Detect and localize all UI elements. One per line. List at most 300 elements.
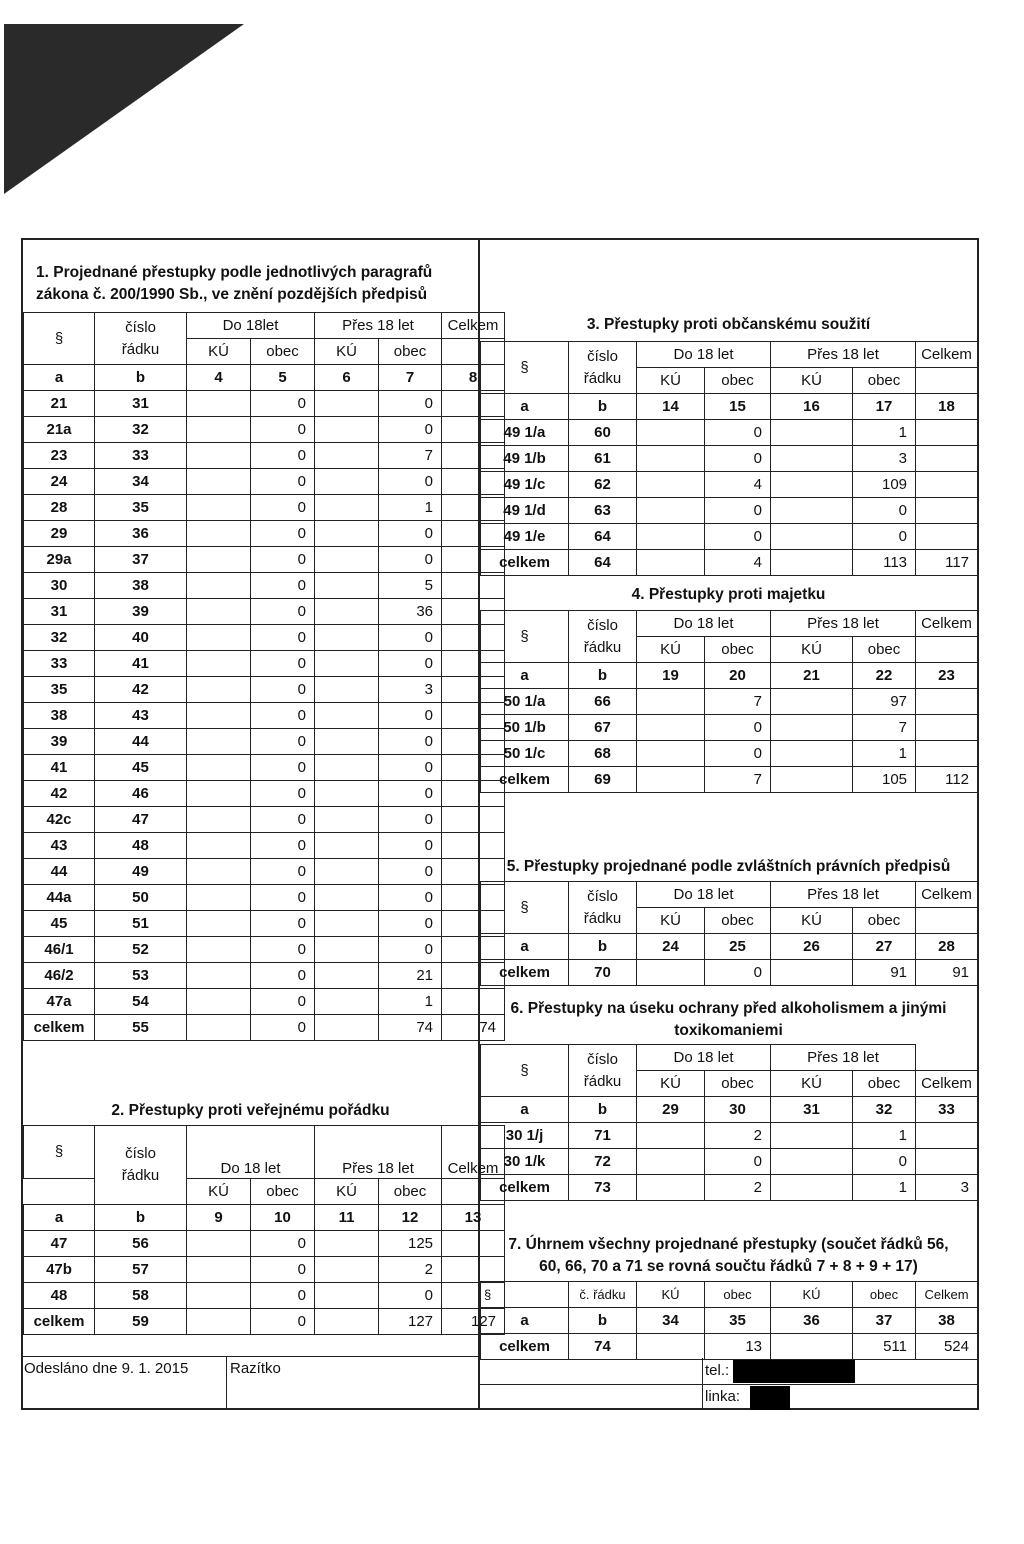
paragraph-cell: 50 1/b xyxy=(481,715,569,741)
paragraph-cell: 49 1/b xyxy=(481,446,569,472)
row-number-cell: 55 xyxy=(95,1015,187,1041)
header-empty xyxy=(24,1179,95,1205)
column-letter: 38 xyxy=(916,1308,978,1334)
ku-over18-cell xyxy=(315,573,379,599)
column-letter: b xyxy=(569,394,637,420)
total-cell xyxy=(916,498,978,524)
scan-corner-shadow xyxy=(4,24,244,194)
ku-under18-cell xyxy=(187,807,251,833)
obec-under18-cell: 0 xyxy=(251,391,315,417)
header-empty xyxy=(916,1045,978,1071)
obec-under18-cell: 0 xyxy=(251,859,315,885)
obec-over18-cell: 0 xyxy=(379,391,442,417)
table-row xyxy=(24,521,505,547)
obec-under18-cell: 0 xyxy=(251,1231,315,1257)
ku-under18-cell xyxy=(187,989,251,1015)
obec-over18-cell: 0 xyxy=(379,807,442,833)
ku-under18-cell xyxy=(637,498,705,524)
obec-under18-cell: 0 xyxy=(251,443,315,469)
table-row xyxy=(481,741,978,767)
column-letter: 27 xyxy=(853,934,916,960)
table-row xyxy=(481,420,978,446)
column-letter: 31 xyxy=(771,1097,853,1123)
obec-under18-cell: 0 xyxy=(251,417,315,443)
column-letters-row xyxy=(24,365,505,391)
paragraph-cell: 47 xyxy=(24,1231,95,1257)
table-row xyxy=(24,755,505,781)
ku-under18-cell xyxy=(637,1334,705,1360)
obec-under18-cell: 0 xyxy=(251,521,315,547)
row-number-cell: 48 xyxy=(95,833,187,859)
table-row xyxy=(24,1231,505,1257)
row-number-cell: 42 xyxy=(95,677,187,703)
obec-over18-cell: 0 xyxy=(379,729,442,755)
header-ku: KÚ xyxy=(771,1071,853,1097)
header-under-18: Do 18 let xyxy=(637,882,771,908)
obec-under18-cell: 0 xyxy=(251,729,315,755)
ku-over18-cell xyxy=(315,651,379,677)
column-letter: 26 xyxy=(771,934,853,960)
ku-under18-cell xyxy=(187,755,251,781)
total-cell xyxy=(442,833,505,859)
paragraph-cell: 42 xyxy=(24,781,95,807)
header-total: Celkem xyxy=(916,1282,978,1308)
row-number-cell: 37 xyxy=(95,547,187,573)
paragraph-cell: 23 xyxy=(24,443,95,469)
paragraph-cell: 48 xyxy=(24,1283,95,1309)
column-letter: 36 xyxy=(771,1308,853,1334)
ku-over18-cell xyxy=(315,1283,379,1309)
ku-over18-cell xyxy=(315,1231,379,1257)
paragraph-cell: 29 xyxy=(24,521,95,547)
ku-under18-cell xyxy=(187,1309,251,1335)
phone-label: tel.: xyxy=(705,1362,730,1379)
column-letter: 5 xyxy=(251,365,315,391)
column-letter: 20 xyxy=(705,663,771,689)
row-number-cell: 56 xyxy=(95,1231,187,1257)
ku-under18-cell xyxy=(187,911,251,937)
ku-under18-cell xyxy=(187,1015,251,1041)
ku-under18-cell xyxy=(187,781,251,807)
obec-over18-cell: 0 xyxy=(379,885,442,911)
paragraph-cell: 44 xyxy=(24,859,95,885)
table-row xyxy=(24,625,505,651)
ku-under18-cell xyxy=(187,651,251,677)
row-number-cell: 36 xyxy=(95,521,187,547)
table-row xyxy=(24,677,505,703)
header-obec: obec xyxy=(705,637,771,663)
header-paragraph: § xyxy=(24,313,95,365)
ku-under18-cell xyxy=(187,417,251,443)
paragraph-cell: 43 xyxy=(24,833,95,859)
obec-over18-cell: 7 xyxy=(379,443,442,469)
ku-over18-cell xyxy=(315,859,379,885)
obec-over18-cell: 0 xyxy=(379,911,442,937)
header-paragraph: § xyxy=(481,611,569,663)
header-under-18: Do 18 let xyxy=(637,1045,771,1071)
obec-over18-cell: 1 xyxy=(853,1123,916,1149)
table-row xyxy=(24,1283,505,1309)
table-row xyxy=(481,960,978,986)
ku-over18-cell xyxy=(315,599,379,625)
column-letters-row xyxy=(481,394,978,420)
ku-under18-cell xyxy=(637,472,705,498)
table-row xyxy=(24,729,505,755)
ku-under18-cell xyxy=(637,689,705,715)
column-letter: b xyxy=(569,1097,637,1123)
paragraph-cell: 39 xyxy=(24,729,95,755)
obec-under18-cell: 0 xyxy=(251,573,315,599)
ku-over18-cell xyxy=(315,391,379,417)
header-under-18: Do 18 let xyxy=(637,611,771,637)
section5-title: 5. Přestupky projednané podle zvláštních právních předpisů xyxy=(506,858,951,875)
table-row xyxy=(481,524,978,550)
paragraph-cell: celkem xyxy=(481,550,569,576)
row-number-cell: 32 xyxy=(95,417,187,443)
row-number-cell: 38 xyxy=(95,573,187,599)
ku-over18-cell xyxy=(771,715,853,741)
ku-under18-cell xyxy=(187,547,251,573)
table-row xyxy=(481,1149,978,1175)
ku-over18-cell xyxy=(771,689,853,715)
ku-under18-cell xyxy=(637,1149,705,1175)
column-letter: 19 xyxy=(637,663,705,689)
obec-under18-cell: 0 xyxy=(251,677,315,703)
obec-under18-cell: 0 xyxy=(251,1015,315,1041)
column-letter: 11 xyxy=(315,1205,379,1231)
header-total: Celkem xyxy=(916,342,978,368)
obec-over18-cell: 36 xyxy=(379,599,442,625)
table-row xyxy=(481,550,978,576)
paragraph-cell: celkem xyxy=(24,1015,95,1041)
header-obec: obec xyxy=(853,1071,916,1097)
obec-under18-cell: 0 xyxy=(251,625,315,651)
obec-under18-cell: 0 xyxy=(251,1283,315,1309)
paragraph-cell: 49 1/a xyxy=(481,420,569,446)
table-row xyxy=(481,767,978,793)
ku-under18-cell xyxy=(187,521,251,547)
table-row xyxy=(481,689,978,715)
row-number-cell: 70 xyxy=(569,960,637,986)
ku-over18-cell xyxy=(771,420,853,446)
ku-over18-cell xyxy=(315,781,379,807)
section3-title: 3. Přestupky proti občanskému soužití xyxy=(586,316,871,333)
total-cell xyxy=(916,472,978,498)
table-row xyxy=(24,1015,505,1041)
obec-under18-cell: 4 xyxy=(705,472,771,498)
header-paragraph: § xyxy=(481,1282,569,1308)
row-number-cell: 57 xyxy=(95,1257,187,1283)
paragraph-cell: 21a xyxy=(24,417,95,443)
row-number-cell: 53 xyxy=(95,963,187,989)
header-paragraph: § xyxy=(481,342,569,394)
header-obec: obec xyxy=(251,339,315,365)
obec-under18-cell: 0 xyxy=(705,1149,771,1175)
obec-over18-cell: 0 xyxy=(379,781,442,807)
column-letter: b xyxy=(569,934,637,960)
ku-over18-cell xyxy=(315,547,379,573)
obec-over18-cell: 105 xyxy=(853,767,916,793)
column-letter: 37 xyxy=(853,1308,916,1334)
obec-over18-cell: 3 xyxy=(853,446,916,472)
header-paragraph: § xyxy=(481,1045,569,1097)
section3-table xyxy=(480,341,978,576)
header-ku: KÚ xyxy=(637,908,705,934)
obec-over18-cell: 511 xyxy=(853,1334,916,1360)
ku-over18-cell xyxy=(771,472,853,498)
section6-title-line2: toxikomaniemi xyxy=(674,1022,783,1039)
row-number-cell: 62 xyxy=(569,472,637,498)
obec-under18-cell: 0 xyxy=(705,498,771,524)
table-row xyxy=(24,833,505,859)
ku-over18-cell xyxy=(315,625,379,651)
obec-over18-cell: 127 xyxy=(379,1309,442,1335)
ku-over18-cell xyxy=(315,963,379,989)
ku-under18-cell xyxy=(187,573,251,599)
obec-under18-cell: 0 xyxy=(251,989,315,1015)
obec-over18-cell: 0 xyxy=(379,937,442,963)
header-ku: KÚ xyxy=(771,908,853,934)
column-letter: a xyxy=(481,934,569,960)
ku-over18-cell xyxy=(315,989,379,1015)
obec-over18-cell: 0 xyxy=(853,1149,916,1175)
ku-over18-cell xyxy=(315,469,379,495)
header-row-number: číslo řádku xyxy=(569,611,637,663)
ku-over18-cell xyxy=(315,1015,379,1041)
ku-over18-cell xyxy=(315,833,379,859)
column-letter: 8 xyxy=(442,365,505,391)
obec-under18-cell: 0 xyxy=(251,1257,315,1283)
column-letter: 24 xyxy=(637,934,705,960)
ku-over18-cell xyxy=(771,550,853,576)
header-obec: obec xyxy=(251,1179,315,1205)
table-row xyxy=(24,651,505,677)
section1-table xyxy=(23,312,505,1041)
column-letter: 21 xyxy=(771,663,853,689)
row-number-cell: 51 xyxy=(95,911,187,937)
obec-over18-cell: 0 xyxy=(853,498,916,524)
column-letter: a xyxy=(481,1097,569,1123)
column-letters-row xyxy=(24,1205,505,1231)
total-cell xyxy=(916,1149,978,1175)
total-cell xyxy=(916,715,978,741)
column-letter: 13 xyxy=(442,1205,505,1231)
column-letter: 16 xyxy=(771,394,853,420)
column-letter: a xyxy=(24,365,95,391)
ku-over18-cell xyxy=(771,524,853,550)
column-letter: a xyxy=(481,394,569,420)
header-ku: KÚ xyxy=(771,368,853,394)
paragraph-cell: 50 1/a xyxy=(481,689,569,715)
obec-under18-cell: 0 xyxy=(251,469,315,495)
obec-over18-cell: 0 xyxy=(379,859,442,885)
row-number-cell: 40 xyxy=(95,625,187,651)
row-number-cell: 71 xyxy=(569,1123,637,1149)
paragraph-cell: 30 xyxy=(24,573,95,599)
total-cell xyxy=(916,741,978,767)
ku-under18-cell xyxy=(187,1257,251,1283)
column-letter: 12 xyxy=(379,1205,442,1231)
paragraph-cell: 31 xyxy=(24,599,95,625)
paragraph-cell: 46/2 xyxy=(24,963,95,989)
paragraph-cell: 32 xyxy=(24,625,95,651)
column-letter: 29 xyxy=(637,1097,705,1123)
section6-title-line1: 6. Přestupky na úseku ochrany před alkoholismem a jinými xyxy=(510,1000,947,1017)
section2-title: 2. Přestupky proti veřejnému pořádku xyxy=(111,1102,390,1119)
column-letter: 4 xyxy=(187,365,251,391)
paragraph-cell: 49 1/d xyxy=(481,498,569,524)
table-row xyxy=(24,781,505,807)
row-number-cell: 68 xyxy=(569,741,637,767)
obec-over18-cell: 74 xyxy=(379,1015,442,1041)
ku-over18-cell xyxy=(315,729,379,755)
obec-over18-cell: 0 xyxy=(379,703,442,729)
row-number-cell: 43 xyxy=(95,703,187,729)
column-letter: 25 xyxy=(705,934,771,960)
paragraph-cell: 41 xyxy=(24,755,95,781)
header-obec: obec xyxy=(853,368,916,394)
header-obec: obec xyxy=(853,1282,916,1308)
header-total: Celkem xyxy=(442,1126,505,1179)
ku-under18-cell xyxy=(187,859,251,885)
column-letter: 9 xyxy=(187,1205,251,1231)
total-cell: 117 xyxy=(916,550,978,576)
ku-over18-cell xyxy=(315,807,379,833)
paragraph-cell: 30 1/j xyxy=(481,1123,569,1149)
contact-mid-line xyxy=(480,1384,977,1385)
column-letter: 30 xyxy=(705,1097,771,1123)
ku-under18-cell xyxy=(637,1175,705,1201)
total-cell xyxy=(442,807,505,833)
stamp-label: Razítko xyxy=(230,1360,281,1377)
header-over-18: Přes 18 let xyxy=(771,611,916,637)
section4-table xyxy=(480,610,978,793)
header-obec: obec xyxy=(379,339,442,365)
ku-over18-cell xyxy=(771,1149,853,1175)
header-obec: obec xyxy=(853,637,916,663)
obec-over18-cell: 1 xyxy=(379,989,442,1015)
header-ku: KÚ xyxy=(637,1282,705,1308)
paragraph-cell: celkem xyxy=(481,960,569,986)
ku-over18-cell xyxy=(771,446,853,472)
ku-under18-cell xyxy=(637,446,705,472)
table-row xyxy=(24,547,505,573)
header-empty xyxy=(916,368,978,394)
obec-over18-cell: 0 xyxy=(379,469,442,495)
header-row-number: číslo řádku xyxy=(569,882,637,934)
obec-under18-cell: 0 xyxy=(705,960,771,986)
ku-over18-cell xyxy=(315,495,379,521)
obec-over18-cell: 91 xyxy=(853,960,916,986)
ku-over18-cell xyxy=(315,443,379,469)
row-number-cell: 74 xyxy=(569,1334,637,1360)
table-row xyxy=(481,1123,978,1149)
section1-title-line1: 1. Projednané přestupky podle jednotlivých paragrafů xyxy=(36,264,433,281)
row-number-cell: 64 xyxy=(569,550,637,576)
obec-under18-cell: 0 xyxy=(251,807,315,833)
ku-over18-cell xyxy=(315,417,379,443)
table-row xyxy=(24,703,505,729)
paragraph-cell: 50 1/c xyxy=(481,741,569,767)
obec-over18-cell: 0 xyxy=(379,625,442,651)
header-over-18: Přes 18 let xyxy=(771,882,916,908)
obec-under18-cell: 7 xyxy=(705,767,771,793)
ku-over18-cell xyxy=(315,521,379,547)
obec-over18-cell: 113 xyxy=(853,550,916,576)
table-row xyxy=(24,989,505,1015)
table-row xyxy=(481,472,978,498)
section2-table xyxy=(23,1125,505,1335)
table-row xyxy=(24,417,505,443)
header-ku: KÚ xyxy=(771,637,853,663)
header-ku: KÚ xyxy=(771,1282,853,1308)
obec-under18-cell: 0 xyxy=(251,833,315,859)
ku-under18-cell xyxy=(187,443,251,469)
obec-under18-cell: 0 xyxy=(251,495,315,521)
total-cell xyxy=(916,689,978,715)
section1-title-line2: zákona č. 200/1990 Sb., ve znění pozdějších předpisů xyxy=(36,286,428,303)
header-over-18: Přes 18 let xyxy=(315,313,442,339)
obec-under18-cell: 0 xyxy=(251,599,315,625)
row-number-cell: 64 xyxy=(569,524,637,550)
row-number-cell: 50 xyxy=(95,885,187,911)
paragraph-cell: 33 xyxy=(24,651,95,677)
obec-over18-cell: 21 xyxy=(379,963,442,989)
paragraph-cell: 24 xyxy=(24,469,95,495)
header-ku: KÚ xyxy=(637,368,705,394)
row-number-cell: 63 xyxy=(569,498,637,524)
ku-under18-cell xyxy=(637,767,705,793)
table-row xyxy=(481,1175,978,1201)
header-total: Celkem xyxy=(916,882,978,908)
paragraph-cell: 21 xyxy=(24,391,95,417)
row-number-cell: 59 xyxy=(95,1309,187,1335)
ku-under18-cell xyxy=(187,625,251,651)
column-letter: 6 xyxy=(315,365,379,391)
paragraph-cell: celkem xyxy=(24,1309,95,1335)
ku-over18-cell xyxy=(315,1257,379,1283)
section4-title: 4. Přestupky proti majetku xyxy=(631,586,826,603)
obec-under18-cell: 0 xyxy=(705,741,771,767)
total-cell: 74 xyxy=(442,1015,505,1041)
column-letter: 10 xyxy=(251,1205,315,1231)
obec-over18-cell: 7 xyxy=(853,715,916,741)
redacted-phone xyxy=(733,1360,855,1383)
section7-title-line2: 60, 66, 70 a 71 se rovná součtu řádků 7 + 8 + 9 + 17) xyxy=(539,1258,918,1275)
obec-over18-cell: 1 xyxy=(853,1175,916,1201)
obec-over18-cell: 125 xyxy=(379,1231,442,1257)
header-row-number: č. řádku xyxy=(569,1282,637,1308)
ku-under18-cell xyxy=(187,729,251,755)
obec-under18-cell: 0 xyxy=(251,547,315,573)
table-row xyxy=(481,446,978,472)
ku-under18-cell xyxy=(187,963,251,989)
obec-over18-cell: 0 xyxy=(379,833,442,859)
row-number-cell: 52 xyxy=(95,937,187,963)
obec-under18-cell: 13 xyxy=(705,1334,771,1360)
table-row xyxy=(24,573,505,599)
row-number-cell: 35 xyxy=(95,495,187,521)
ku-over18-cell xyxy=(771,960,853,986)
paragraph-cell: 47a xyxy=(24,989,95,1015)
column-letters-row xyxy=(481,934,978,960)
header-obec: obec xyxy=(379,1179,442,1205)
obec-under18-cell: 0 xyxy=(251,1309,315,1335)
row-number-cell: 60 xyxy=(569,420,637,446)
total-cell: 127 xyxy=(442,1309,505,1335)
table-row xyxy=(24,807,505,833)
obec-under18-cell: 0 xyxy=(705,715,771,741)
